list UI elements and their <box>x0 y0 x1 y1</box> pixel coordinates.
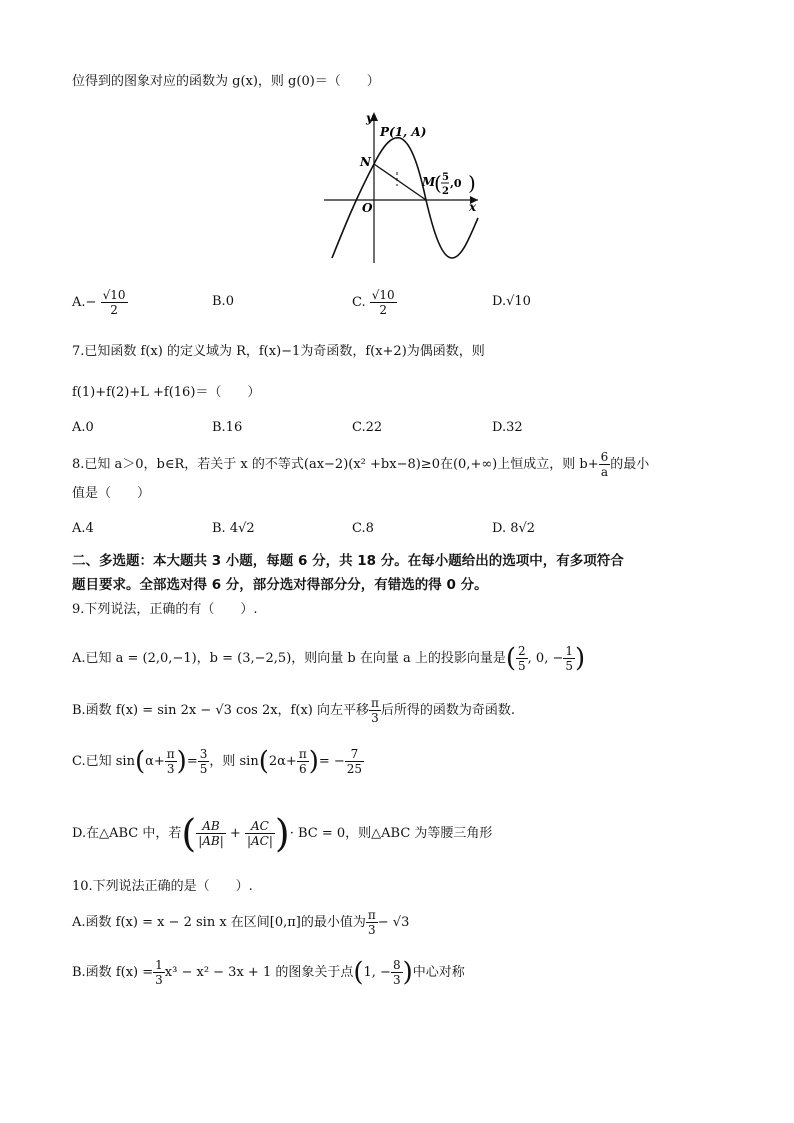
q8-option-b: B. 4√2 <box>212 521 255 536</box>
q9-option-b: B.函数 f(x) = sin 2x − √3 cos 2x，f(x) 向左平移 $\frac{\pi}{3}$ 后所得的函数为奇函数. <box>72 696 516 725</box>
section2-heading-line1: 二、多选题：本大题共 3 小题，每题 6 分，共 18 分。在每小题给出的选项中，有多项符合 <box>72 553 624 569</box>
q6-option-a: A.− $\frac{√10}{2}$ <box>72 288 126 317</box>
q6-option-c: C. $\frac{√10}{2}$ <box>352 288 395 317</box>
q7-stem-line1: 7.已知函数 f(x) 的定义域为 R，f(x)−1为奇函数，f(x+2)为偶函数，则 <box>72 344 485 359</box>
q6-option-b: B.0 <box>212 294 234 309</box>
q9-option-a: A.已知 a = (2,0,−1)，b = (3,−2,5)，则向量 b 在向量 a 上的投影向量是( $\frac{2}{5}$ , 0, − $\frac{1}{5}$ ) <box>72 643 586 674</box>
graph-n-label: N <box>360 155 371 169</box>
q8-option-d: D. 8√2 <box>492 521 536 536</box>
graph-x-label: x <box>469 200 477 214</box>
q10-option-b: B.函数 f(x) = $\frac{1}{3}$ x³ − x² − 3x + 1 的图象关于点(1, − $\frac{8}{3}$ )中心对称 <box>72 957 465 988</box>
graph-m-label: M <box>422 175 436 189</box>
q7-option-a: A.0 <box>72 420 94 435</box>
section2-heading-line2: 题目要求。全部选对得 6 分，部分选对得部分分，有错选的得 0 分。 <box>72 577 488 593</box>
q10-stem: 10.下列说法正确的是（ ）. <box>72 879 253 894</box>
q6-option-d: D.√10 <box>492 294 531 309</box>
svg-text:,0: ,0 <box>450 177 462 190</box>
graph-p-label: P(1, A) <box>380 125 427 139</box>
q8-option-a: A.4 <box>72 521 94 536</box>
svg-text:(: ( <box>434 171 442 195</box>
graph-y-label: y <box>366 111 373 125</box>
graph-origin-label: O <box>362 201 373 215</box>
svg-text:): ) <box>468 171 476 195</box>
svg-text:2: 2 <box>442 186 449 197</box>
q6-stem: 位得到的图象对应的函数为 g(x)，则 g(0)＝（ ） <box>72 74 380 89</box>
q7-stem-line2: f(1)+f(2)+L +f(16)＝（ ） <box>72 385 261 400</box>
q8-stem-line1: 8.已知 a＞0，b∈R，若关于 x 的不等式(ax−2)(x² +bx−8)≥0在(0,+∞)上恒成立，则 b+ $\frac{6}{a}$ 的最小 <box>72 450 650 479</box>
q7-option-d: D.32 <box>492 420 523 435</box>
q9-option-d: D.在△ABC 中，若( $\frac{AB}{|AB|}$ + $\frac{AC}{|AC|}$ )· BC = 0，则△ABC 为等腰三角形 <box>72 811 493 856</box>
q9-stem: 9.下列说法，正确的有（ ）. <box>72 602 258 617</box>
svg-text:5: 5 <box>442 172 449 183</box>
q8-stem-line2: 值是（ ） <box>72 486 151 501</box>
q6-graph <box>318 108 482 266</box>
q9-option-c: C.已知 sin(α+ $\frac{\pi}{3}$ )= $\frac{3}{5}$ ，则 sin(2α+ $\frac{\pi}{6}$ )= − $\frac{7}{25}$ <box>72 746 363 777</box>
q10-option-a: A.函数 f(x) = x − 2 sin x 在区间[0,π]的最小值为 $\frac{\pi}{3}$ − √3 <box>72 908 410 937</box>
q7-option-c: C.22 <box>352 420 383 435</box>
q7-option-b: B.16 <box>212 420 243 435</box>
q8-option-c: C.8 <box>352 521 374 536</box>
